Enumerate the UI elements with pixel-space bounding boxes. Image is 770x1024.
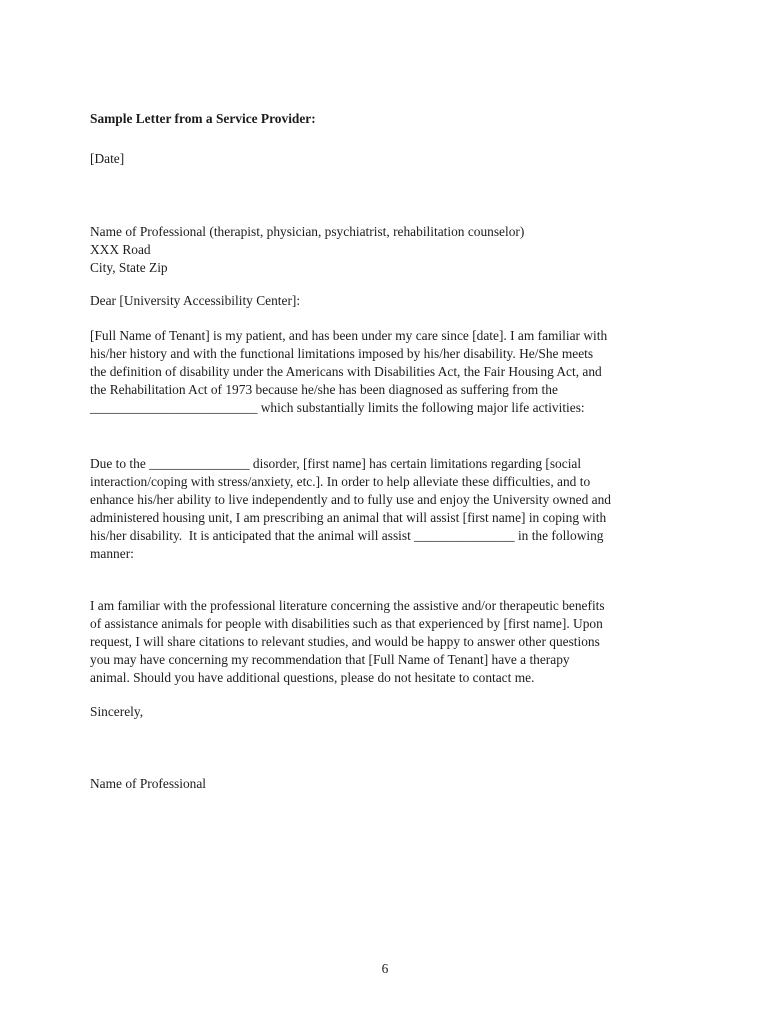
recipient-name-line: Name of Professional (therapist, physician, psychiatrist, rehabilitation counselor) bbox=[90, 224, 525, 239]
date-placeholder: [Date] bbox=[90, 151, 125, 166]
paragraph-line: enhance his/her ability to live independently and to fully use and enjoy the University owned and bbox=[90, 492, 611, 507]
salutation: Dear [University Accessibility Center]: bbox=[90, 293, 301, 308]
recipient-city-line: City, State Zip bbox=[90, 260, 168, 275]
closing-line: Sincerely, bbox=[90, 704, 144, 719]
letter-title: Sample Letter from a Service Provider: bbox=[90, 111, 316, 126]
paragraph-line: the definition of disability under the Americans with Disabilities Act, the Fair Housing Act, and bbox=[90, 364, 602, 379]
paragraph-prescription bbox=[90, 455, 678, 563]
paragraph-line-blank-field: Due to the _______________ disorder, [first name] has certain limitations regarding [social bbox=[90, 456, 582, 471]
paragraph-literature bbox=[90, 597, 678, 687]
paragraph-line: [Full Name of Tenant] is my patient, and has been under my care since [date]. I am familiar with bbox=[90, 328, 608, 343]
paragraph-line-blank-field: _________________________ which substantially limits the following major life activities: bbox=[90, 400, 585, 415]
paragraph-line: administered housing unit, I am prescribing an animal that will assist [first name] in coping with bbox=[90, 510, 607, 525]
paragraph-line: request, I will share citations to relevant studies, and would be happy to answer other questions bbox=[90, 634, 600, 649]
signature-name-line: Name of Professional bbox=[90, 776, 207, 791]
paragraph-diagnosis bbox=[90, 327, 678, 417]
paragraph-line: animal. Should you have additional questions, please do not hesitate to contact me. bbox=[90, 670, 535, 685]
recipient-street-line: XXX Road bbox=[90, 242, 151, 257]
page-number: 6 bbox=[381, 961, 389, 976]
paragraph-line: I am familiar with the professional literature concerning the assistive and/or therapeutic benefits bbox=[90, 598, 605, 613]
paragraph-line: the Rehabilitation Act of 1973 because he/she has been diagnosed as suffering from the bbox=[90, 382, 558, 397]
recipient-address-block bbox=[90, 223, 678, 277]
paragraph-line: his/her history and with the functional limitations imposed by his/her disability. He/She meets bbox=[90, 346, 594, 361]
paragraph-line: interaction/coping with stress/anxiety, etc.]. In order to help alleviate these difficulties, and to bbox=[90, 474, 591, 489]
paragraph-line: manner: bbox=[90, 546, 134, 561]
paragraph-line: of assistance animals for people with disabilities such as that experienced by [first name]. Upon bbox=[90, 616, 603, 631]
paragraph-line-blank-field: his/her disability. It is anticipated that the animal will assist _______________ in the following bbox=[90, 528, 604, 543]
paragraph-line: you may have concerning my recommendation that [Full Name of Tenant] have a therapy bbox=[90, 652, 570, 667]
